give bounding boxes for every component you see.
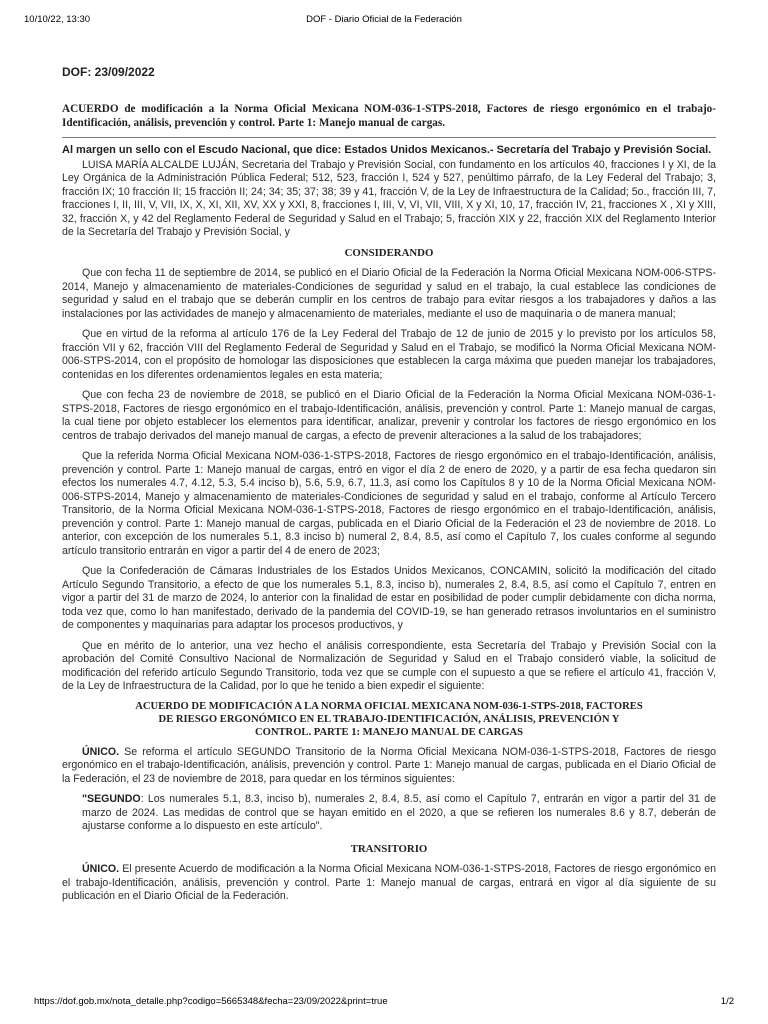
- acuerdo-heading-line: ACUERDO DE MODIFICACIÓN A LA NORMA OFICIAL MEXICANA NOM-036-1-STPS-2018, FACTORES: [135, 700, 643, 712]
- page-url: https://dof.gob.mx/nota_detalle.php?codigo=5665348&fecha=23/09/2022&print=true: [34, 996, 388, 1007]
- segundo-label: "SEGUNDO: [82, 793, 141, 805]
- print-timestamp: 10/10/22, 13:30: [24, 14, 91, 25]
- considerando-paragraph: Que en virtud de la reforma al artículo 176 de la Ley Federal del Trabajo de 12 de junio de 2015 y lo previsto por los artículos 58, fracción VII y 62, fracción VIII del Reglamento Federal de Seguridad y Salud en el Trabajo, se modificó la Norma Oficial Mexicana NOM-006-STPS-2014, con el propósito de homologar las disposiciones que establecen la carga máxima que pueden manejar los trabajadores, contenidas en los diferentes ordenamientos legales en esta materia;: [62, 328, 716, 381]
- transitorio-article: [62, 863, 716, 904]
- segundo-quote: [62, 793, 716, 834]
- unico-text: Se reforma el artículo SEGUNDO Transitorio de la Norma Oficial Mexicana NOM-036-1-STPS-2018, Factores de riesgo ergonómico en el trabajo-Identificación, análisis, prevención y control. Parte 1: Manejo manual de cargas, publicada en el Diario Oficial de la Federación, el 23 de noviembre de 2018, para quedar en los términos siguientes:: [62, 745, 716, 785]
- acuerdo-heading: [62, 700, 716, 739]
- considerando-paragraph: Que la referida Norma Oficial Mexicana NOM-036-1-STPS-2018, Factores de riesgo ergonómico en el trabajo-Identificación, análisis, prevención y control. Parte 1: Manejo manual de cargas, entró en vigor el día 2 de enero de 2020, y a partir de esa fecha quedaron sin efectos los numerales 4.7, 4.12, 5.3, 5.4 inciso b), 5.6, 5.9, 6.7, 11.3, así como los Capítulos 8 y 10 de la Norma Oficial Mexicana NOM-006-STPS-2014, Manejo y almacenamiento de materiales-Condiciones de seguridad y salud en el trabajo, conforme al Artículo Tercero Transitorio, de la Norma Oficial Mexicana NOM-036-1-STPS-2018, Factores de riesgo ergonómico en el trabajo-Identificación, análisis, prevención y control. Parte 1: Manejo manual de cargas, publicada en el Diario Oficial de la Federación el 23 de noviembre de 2018. Lo anterior, con excepción de los numerales 5.1, 8.3 inciso b) numeral 2, 8.4, 8.5, así como el Capítulo 7, los cuales conforme al segundo artículo transitorio entrarán en vigor a partir del 4 de enero de 2023;: [62, 450, 716, 557]
- considerando-paragraph: Que con fecha 11 de septiembre de 2014, se publicó en el Diario Oficial de la Federación la Norma Oficial Mexicana NOM-006-STPS-2014, Manejo y almacenamiento de materiales-Condiciones de seguridad y salud en el trabajo, la cual establece las condiciones de seguridad y salud en el trabajo que se deberán cumplir en los centros de trabajo para evitar riesgos a los trabajadores y daños a las instalaciones por las actividades de manejo y almacenamiento de materiales, mediante el uso de maquinaria o de manera manual;: [62, 267, 716, 320]
- considerando-heading: CONSIDERANDO: [344, 246, 434, 259]
- margin-seal-note: Al margen un sello con el Escudo Nacional, que dice: Estados Unidos Mexicanos.- Secretaría del Trabajo y Previsión Social.: [62, 143, 712, 156]
- transitorio-label: ÚNICO.: [82, 863, 120, 875]
- transitorio-text: El presente Acuerdo de modificación a la Norma Oficial Mexicana NOM-036-1-STPS-2018, Factores de riesgo ergonómico en el trabajo-Identificación, análisis, prevención y control. Parte 1: Manejo manual de cargas, entrará en vigor al día siguiente de su publicación en el Diario Oficial de la Federación.: [62, 863, 716, 902]
- print-footer: [34, 996, 734, 1010]
- unico-label: ÚNICO.: [82, 745, 120, 758]
- print-page-title: DOF - Diario Oficial de la Federación: [306, 14, 462, 25]
- publication-date: DOF: 23/09/2022: [62, 65, 155, 79]
- print-header: [24, 14, 744, 28]
- document-title: ACUERDO de modificación a la Norma Oficial Mexicana NOM-036-1-STPS-2018, Factores de riesgo ergonómico en el trabajo-Identificación, análisis, prevención y control. Parte 1: Manejo manual de cargas.: [62, 102, 716, 138]
- considerando-paragraph: Que con fecha 23 de noviembre de 2018, se publicó en el Diario Oficial de la Federación la Norma Oficial Mexicana NOM-036-1-STPS-2018, Factores de riesgo ergonómico en el trabajo-Identificación, análisis, prevención y control. Parte 1: Manejo manual de cargas, la cual tiene por objeto establecer los elementos para identificar, analizar, prevenir y controlar los factores de riesgo ergonómico en los centros de trabajo derivados del manejo manual de cargas, a efecto de prevenir alteraciones a la salud de los trabajadores;: [62, 389, 716, 442]
- acuerdo-heading-line: DE RIESGO ERGONÓMICO EN EL TRABAJO-IDENTIFICACIÓN, ANÁLISIS, PREVENCIÓN Y: [158, 713, 620, 725]
- transitorio-heading: TRANSITORIO: [350, 842, 428, 855]
- unico-article: [62, 746, 716, 787]
- considerando-paragraph: Que la Confederación de Cámaras Industriales de los Estados Unidos Mexicanos, CONCAMIN, solicitó la modificación del citado Artículo Segundo Transitorio, a efecto de que los numerales 5.1, 8.3, inciso b), numerales 2, 8.4, 8.5, así como el Capítulo 7, entren en vigor a partir del 31 de marzo de 2024, lo anterior con la finalidad de estar en posibilidad de poder cumplir debidamente con dicha norma, toda vez que, como lo han manifestado, derivado de la pandemia del COVID-19, se han generado retrasos involuntarios en el suministro de componentes y maquinarias para adaptar los procesos productivos, y: [62, 565, 716, 631]
- acuerdo-heading-line: CONTROL. PARTE 1: MANEJO MANUAL DE CARGAS: [254, 726, 524, 738]
- considerando-paragraph: Que en mérito de lo anterior, una vez hecho el análisis correspondiente, esta Secretaría del Trabajo y Previsión Social con la aprobación del Comité Consultivo Nacional de Normalización de Seguridad y Salud en el Trabajo consideró viable, la solicitud de modificación del referido artículo Segundo Transitorio, toda vez que se cumple con el supuesto a que se refiere el artículo 41, fracción V, de la Ley de Infraestructura de la Calidad, por lo que he tenido a bien expedir el siguiente:: [62, 639, 716, 692]
- page-number: 1/2: [720, 996, 734, 1007]
- document-body: [62, 66, 716, 911]
- preamble-paragraph: LUISA MARÍA ALCALDE LUJÁN, Secretaria del Trabajo y Previsión Social, con fundamento en los artículos 40, fracciones I y XI, de la Ley Orgánica de la Administración Pública Federal; 512, 523, fracción I, 524 y 527, penúltimo párrafo, de la Ley Federal del Trabajo; 3, fracción IX; 10 fracción II; 15 fracción II; 24; 34; 35; 37; 38; 39 y 41, fracción V, de la Ley de Infraestructura de la Calidad; 5o., fracción III, 7, fracciones I, II, III, V, VII, IX, X, XI, XII, XV, XX y XXI, 8, fracciones I, III, V, VI, VII, VIII, X y XI, 10, 17, fracción IV, 21, fracciones X , XI y XIII, 32, fracción X, y 42 del Reglamento Federal de Seguridad y Salud en el Trabajo; 5, fracción XIX y 22, fracción XIX del Reglamento Interior de la Secretaría del Trabajo y Previsión Social, y: [62, 158, 716, 238]
- segundo-text: : Los numerales 5.1, 8.3, inciso b), numerales 2, 8.4, 8.5, así como el Capítulo 7, entrarán en vigor a partir del 31 de marzo de 2024. Las medidas de control que se hayan emitido en el 2020, a que se refieren los numerales 8.6 y 8.7, deberán de ajustarse conforme a lo dispuesto en este artículo".: [82, 793, 716, 832]
